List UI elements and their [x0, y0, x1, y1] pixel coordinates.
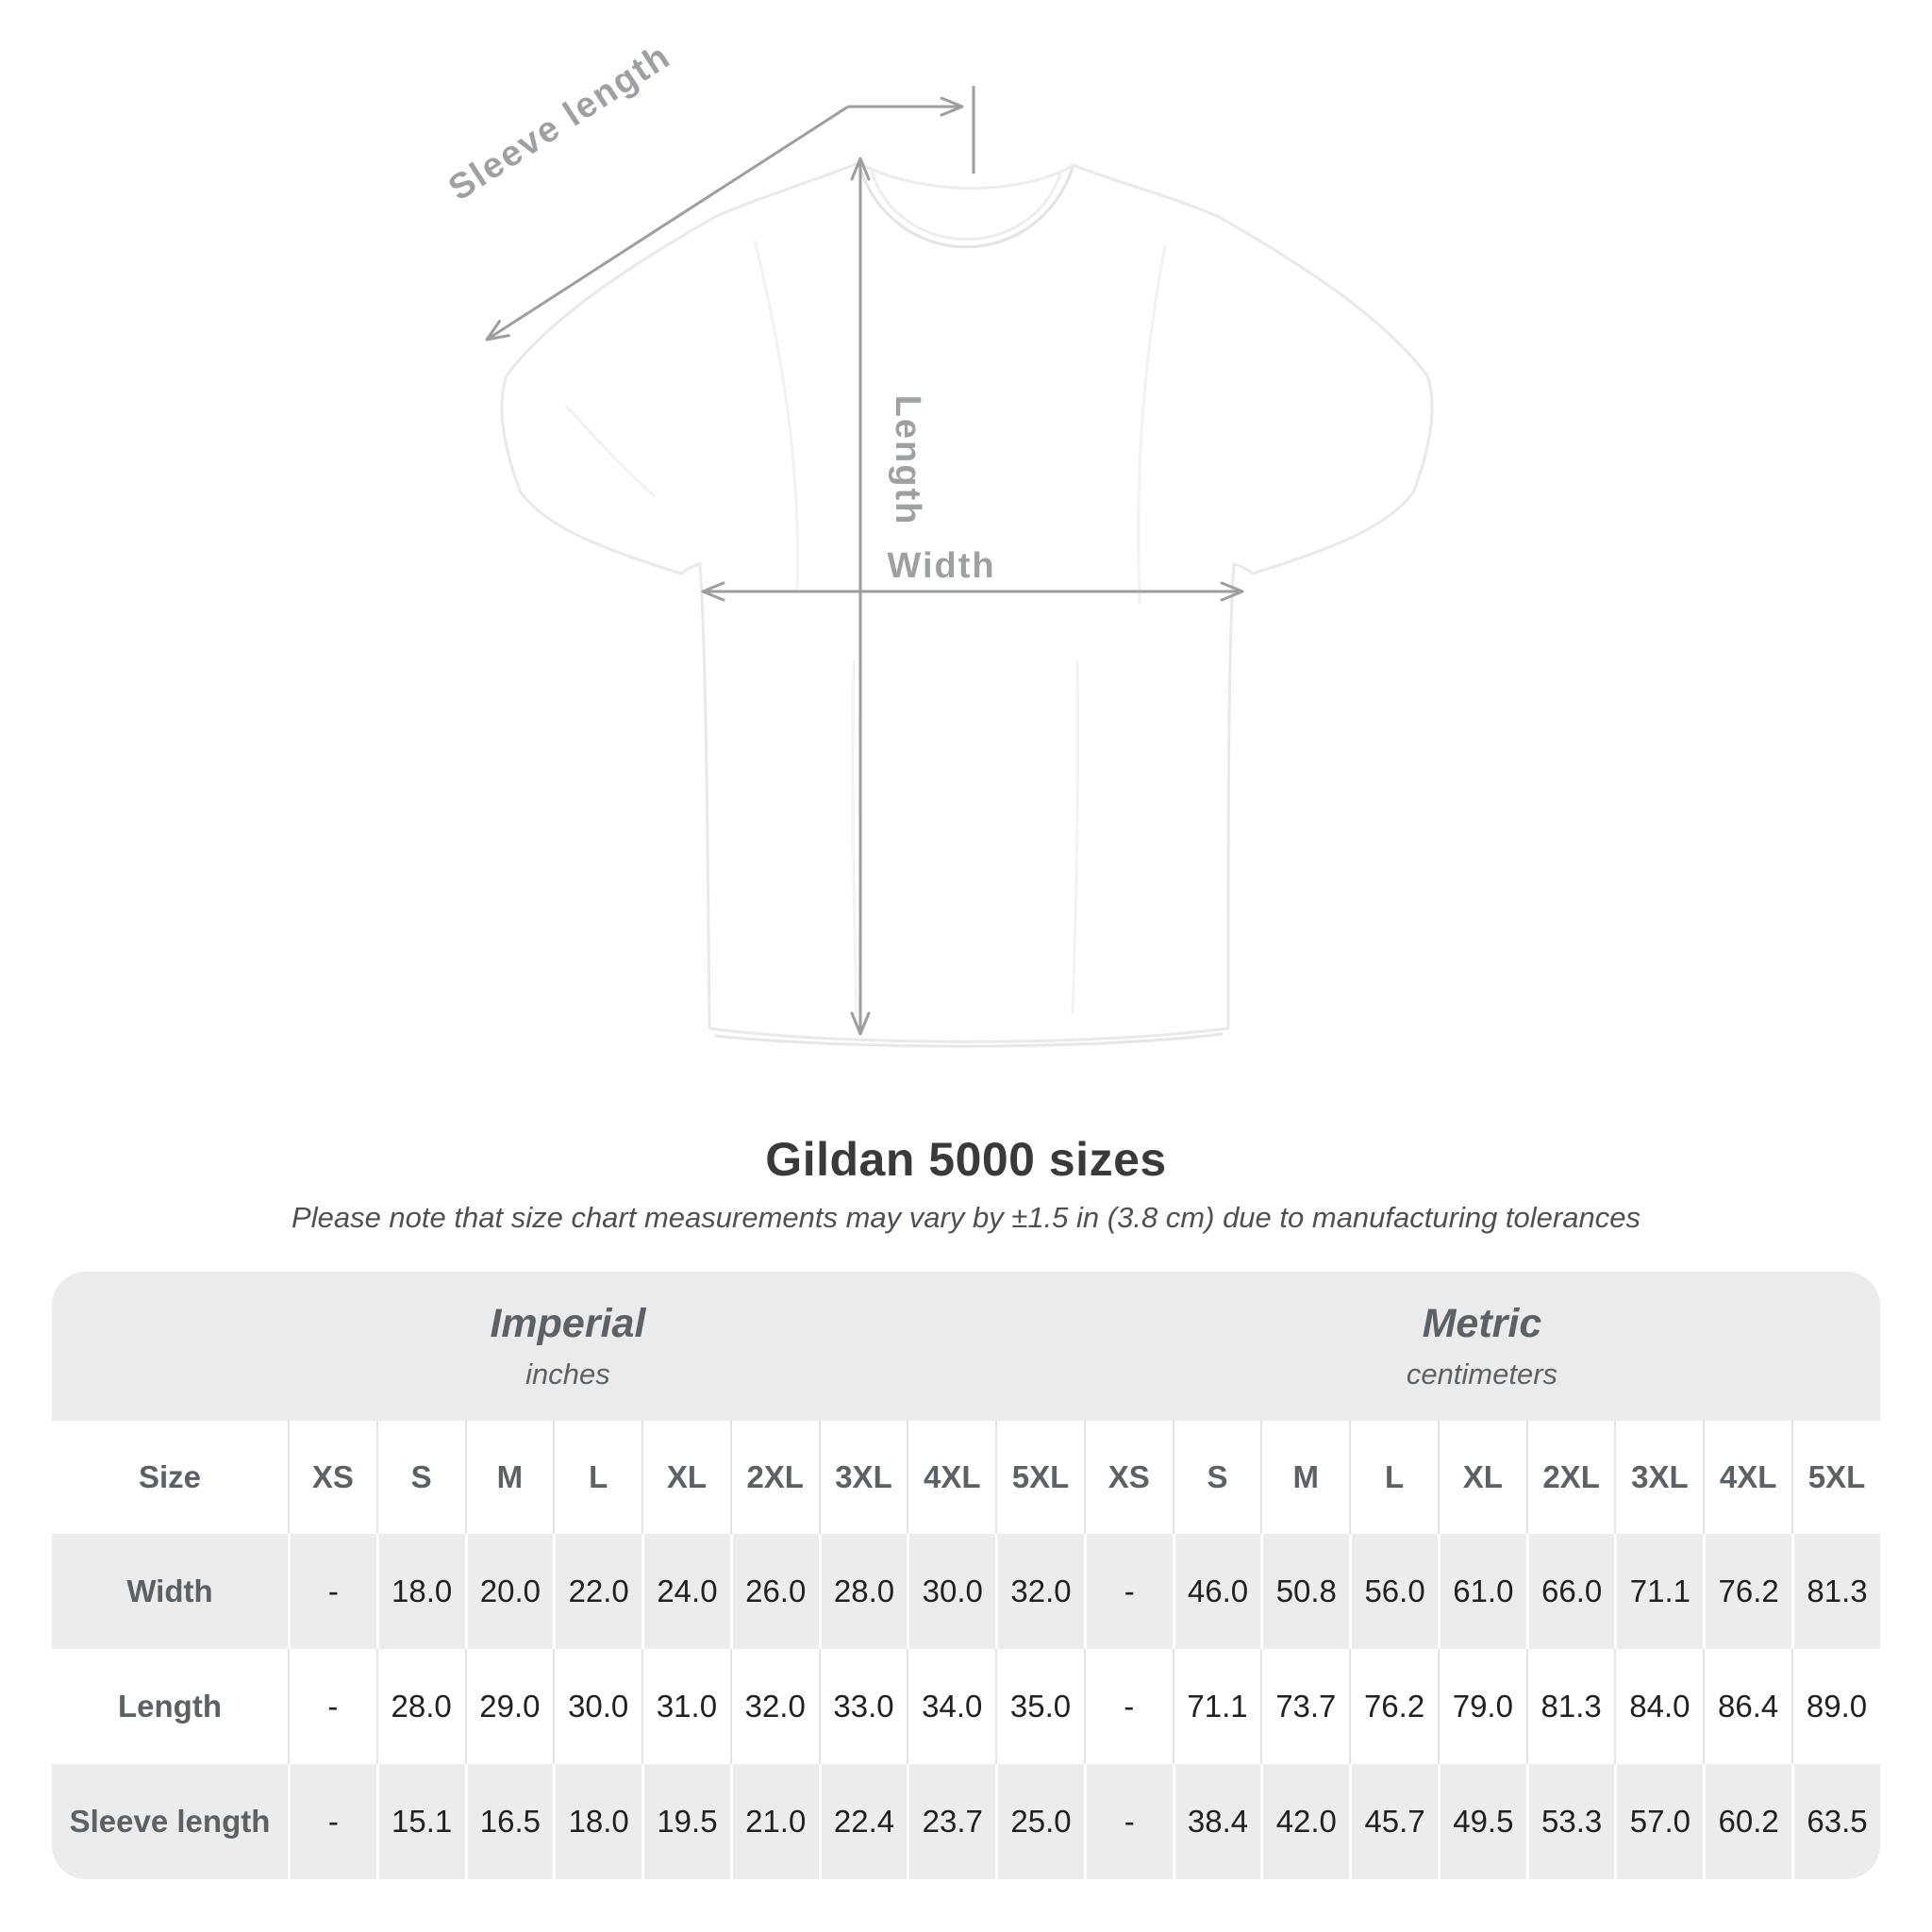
value-cell: 33.0 [819, 1649, 908, 1764]
value-cell: 86.4 [1703, 1649, 1791, 1764]
value-cell: 84.0 [1614, 1649, 1703, 1764]
value-cell: 29.0 [465, 1649, 554, 1764]
value-cell: - [288, 1764, 376, 1879]
value-cell: 56.0 [1349, 1534, 1438, 1649]
value-cell: 42.0 [1260, 1764, 1349, 1879]
value-cell: 25.0 [995, 1764, 1084, 1879]
value-cell: 63.5 [1791, 1764, 1880, 1879]
unit-group-row [52, 1272, 1880, 1421]
value-cell: 71.1 [1614, 1534, 1703, 1649]
size-header: M [465, 1421, 554, 1534]
value-cell: 35.0 [995, 1649, 1084, 1764]
value-cell: 81.3 [1791, 1534, 1880, 1649]
metric-group-header [1084, 1272, 1880, 1421]
imperial-group-unit: inches [525, 1357, 610, 1391]
size-header: L [1349, 1421, 1438, 1534]
size-header: XL [641, 1421, 730, 1534]
size-header: 4XL [1703, 1421, 1791, 1534]
value-cell: 38.4 [1173, 1764, 1261, 1879]
value-cell: 22.0 [553, 1534, 641, 1649]
imperial-group-header [52, 1272, 1084, 1421]
value-cell: 50.8 [1260, 1534, 1349, 1649]
metric-group-name: Metric [1422, 1301, 1542, 1347]
size-header: S [1173, 1421, 1261, 1534]
size-header: 3XL [819, 1421, 908, 1534]
value-cell: 20.0 [465, 1534, 554, 1649]
metric-group-unit: centimeters [1406, 1357, 1558, 1391]
size-header: XS [1084, 1421, 1173, 1534]
value-cell: 73.7 [1260, 1649, 1349, 1764]
value-cell: 18.0 [553, 1764, 641, 1879]
value-cell: 81.3 [1526, 1649, 1615, 1764]
value-cell: - [1084, 1534, 1173, 1649]
value-cell: 45.7 [1349, 1764, 1438, 1879]
value-cell: - [288, 1534, 376, 1649]
value-cell: 61.0 [1438, 1534, 1526, 1649]
sleeve-length-label: Sleeve length [441, 36, 678, 209]
size-header: L [553, 1421, 641, 1534]
value-cell: - [1084, 1764, 1173, 1879]
value-cell: 26.0 [730, 1534, 819, 1649]
page-title: Gildan 5000 sizes [765, 1133, 1167, 1186]
value-cell: 60.2 [1703, 1764, 1791, 1879]
size-header: 3XL [1614, 1421, 1703, 1534]
size-table [52, 1272, 1880, 1879]
size-header: XL [1438, 1421, 1526, 1534]
size-header: 5XL [995, 1421, 1084, 1534]
sleeve-length-row [52, 1764, 1880, 1879]
value-cell: 66.0 [1526, 1534, 1615, 1649]
length-label: Length [888, 394, 927, 526]
value-cell: 21.0 [730, 1764, 819, 1879]
value-cell: 18.0 [376, 1534, 465, 1649]
size-header: 5XL [1791, 1421, 1880, 1534]
value-cell: 34.0 [907, 1649, 995, 1764]
value-cell: 71.1 [1173, 1649, 1261, 1764]
value-cell: 49.5 [1438, 1764, 1526, 1879]
tshirt-graphic [502, 163, 1432, 1046]
value-cell: 32.0 [730, 1649, 819, 1764]
size-header: 4XL [907, 1421, 995, 1534]
row-label: Length [52, 1649, 288, 1764]
size-column-header: Size [52, 1421, 288, 1534]
collar-back-band [858, 163, 1074, 189]
length-row [52, 1649, 1880, 1764]
value-cell: 24.0 [641, 1534, 730, 1649]
value-cell: 76.2 [1349, 1649, 1438, 1764]
value-cell: - [288, 1649, 376, 1764]
value-cell: 15.1 [376, 1764, 465, 1879]
value-cell: 31.0 [641, 1649, 730, 1764]
value-cell: 79.0 [1438, 1649, 1526, 1764]
width-row [52, 1534, 1880, 1649]
width-label: Width [887, 546, 996, 586]
size-header: 2XL [730, 1421, 819, 1534]
tshirt-outline [502, 163, 1432, 1041]
value-cell: 28.0 [376, 1649, 465, 1764]
value-cell: 19.5 [641, 1764, 730, 1879]
size-header: S [376, 1421, 465, 1534]
row-label: Sleeve length [52, 1764, 288, 1879]
value-cell: 89.0 [1791, 1649, 1880, 1764]
value-cell: 53.3 [1526, 1764, 1615, 1879]
value-cell: - [1084, 1649, 1173, 1764]
size-header: 2XL [1526, 1421, 1615, 1534]
value-cell: 76.2 [1703, 1534, 1791, 1649]
value-cell: 22.4 [819, 1764, 908, 1879]
value-cell: 23.7 [907, 1764, 995, 1879]
value-cell: 46.0 [1173, 1534, 1261, 1649]
value-cell: 28.0 [819, 1534, 908, 1649]
size-header-row [52, 1421, 1880, 1534]
imperial-group-name: Imperial [490, 1301, 646, 1347]
row-label: Width [52, 1534, 288, 1649]
size-header: XS [288, 1421, 376, 1534]
value-cell: 57.0 [1614, 1764, 1703, 1879]
size-header: M [1260, 1421, 1349, 1534]
value-cell: 32.0 [995, 1534, 1084, 1649]
value-cell: 30.0 [553, 1649, 641, 1764]
tolerance-note: Please note that size chart measurements may vary by ±1.5 in (3.8 cm) due to manufacturing tolerances [291, 1201, 1641, 1234]
value-cell: 16.5 [465, 1764, 554, 1879]
value-cell: 30.0 [907, 1534, 995, 1649]
